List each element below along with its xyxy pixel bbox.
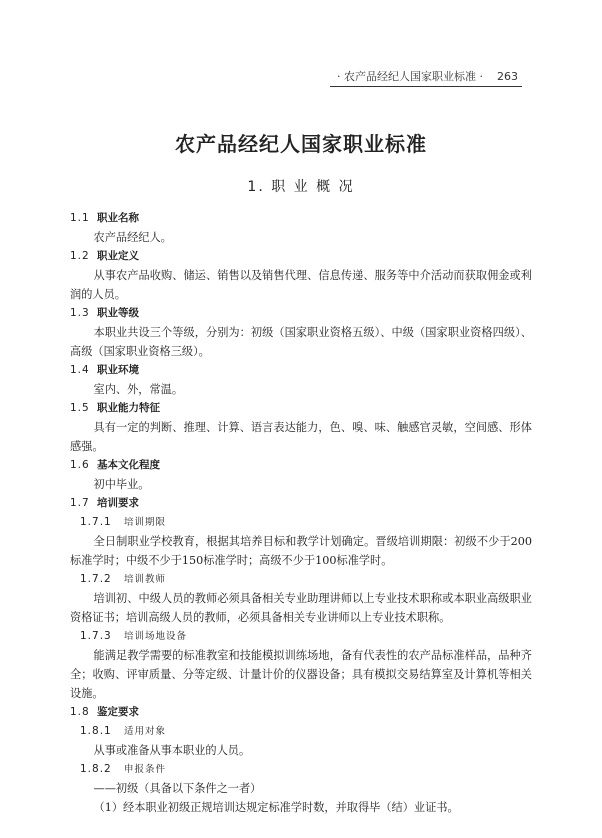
section-number: 1. bbox=[247, 179, 265, 195]
heading-label: 申报条件 bbox=[124, 764, 167, 775]
document-title: 农产品经纪人国家职业标准 bbox=[175, 132, 427, 156]
heading-label: 鉴定要求 bbox=[97, 706, 139, 718]
heading-label: 职业环境 bbox=[97, 364, 139, 376]
subsection-heading bbox=[70, 304, 532, 323]
heading-number: 1.1 bbox=[70, 212, 90, 224]
subsection-heading bbox=[70, 399, 532, 418]
page-number: 263 bbox=[497, 69, 518, 83]
heading-number: 1.8.1 bbox=[80, 725, 112, 737]
heading-label: 培训要求 bbox=[97, 497, 139, 509]
paragraph: ——初级（具备以下条件之一者） bbox=[93, 782, 262, 795]
sub-subsection-heading bbox=[70, 760, 532, 779]
heading-number: 1.4 bbox=[70, 364, 90, 376]
heading-number: 1.3 bbox=[70, 307, 90, 319]
paragraph: 从事或准备从事本职业的人员。 bbox=[93, 744, 251, 757]
paragraph: 全日制职业学校教育，根据其培养目标和教学计划确定。晋级培训期限：初级不少于200标准学时；中级不少于150标准学时；高级不少于100标准学时。 bbox=[70, 535, 532, 567]
heading-label: 职业定义 bbox=[97, 250, 139, 262]
paragraph: 培训初、中级人员的教师必须具备相关专业助理讲师以上专业技术职称或本职业高级职业资格证书；培训高级人员的教师，必须具备相关专业讲师以上专业技术职称。 bbox=[70, 592, 532, 624]
paragraph: 农产品经纪人。 bbox=[93, 231, 172, 244]
heading-label: 基本文化程度 bbox=[97, 459, 160, 471]
subsection-heading bbox=[70, 247, 532, 266]
subsection-heading bbox=[70, 456, 532, 475]
heading-label: 培训教师 bbox=[124, 574, 167, 585]
subsection-heading bbox=[70, 703, 532, 722]
heading-number: 1.6 bbox=[70, 459, 90, 471]
subsection-heading bbox=[70, 361, 532, 380]
running-title: · 农产品经纪人国家职业标准 · bbox=[337, 70, 483, 83]
heading-number: 1.7.1 bbox=[80, 516, 112, 528]
sub-subsection-heading bbox=[70, 513, 532, 532]
paragraph: 能满足教学需要的标准教室和技能模拟训练场地，备有代表性的农产品标准样品，品种齐全；收购、评审质量、分等定级、计量计价的仪器设备；具有模拟交易结算室及计算机等相关设施。 bbox=[70, 649, 532, 700]
sub-subsection-heading bbox=[70, 722, 532, 741]
sub-subsection-heading bbox=[70, 570, 532, 589]
paragraph: 从事农产品收购、储运、销售以及销售代理、信息传递、服务等中介活动而获取佣金或利润的人员。 bbox=[70, 269, 532, 301]
heading-number: 1.7.2 bbox=[80, 573, 112, 585]
paragraph: 具有一定的判断、推理、计算、语言表达能力，色、嗅、味、触感官灵敏，空间感、形体感强。 bbox=[70, 421, 532, 453]
heading-number: 1.8.2 bbox=[80, 763, 112, 775]
heading-number: 1.2 bbox=[70, 250, 90, 262]
heading-number: 1.7 bbox=[70, 497, 90, 509]
heading-number: 1.5 bbox=[70, 402, 90, 414]
subsection-heading bbox=[70, 494, 532, 513]
heading-label: 适用对象 bbox=[124, 726, 167, 737]
heading-number: 1.8 bbox=[70, 706, 90, 718]
running-header bbox=[330, 66, 522, 87]
heading-label: 职业能力特征 bbox=[97, 402, 160, 414]
heading-number: 1.7.3 bbox=[80, 630, 112, 642]
section-heading bbox=[0, 176, 602, 196]
heading-label: 职业等级 bbox=[97, 307, 139, 319]
paragraph: 室内、外，常温。 bbox=[93, 383, 184, 396]
paragraph: 本职业共设三个等级，分别为：初级（国家职业资格五级）、中级（国家职业资格四级）、高级（国家职业资格三级）。 bbox=[70, 326, 532, 358]
section-label: 职 业 概 况 bbox=[271, 179, 355, 195]
sub-subsection-heading bbox=[70, 627, 532, 646]
heading-label: 培训期限 bbox=[124, 517, 167, 528]
subsection-heading bbox=[70, 209, 532, 228]
paragraph: 初中毕业。 bbox=[93, 478, 150, 491]
paragraph: （1）经本职业初级正规培训达规定标准学时数，并取得毕（结）业证书。 bbox=[93, 801, 459, 814]
heading-label: 职业名称 bbox=[97, 212, 139, 224]
document-body bbox=[70, 209, 532, 817]
heading-label: 培训场地设备 bbox=[124, 631, 188, 642]
